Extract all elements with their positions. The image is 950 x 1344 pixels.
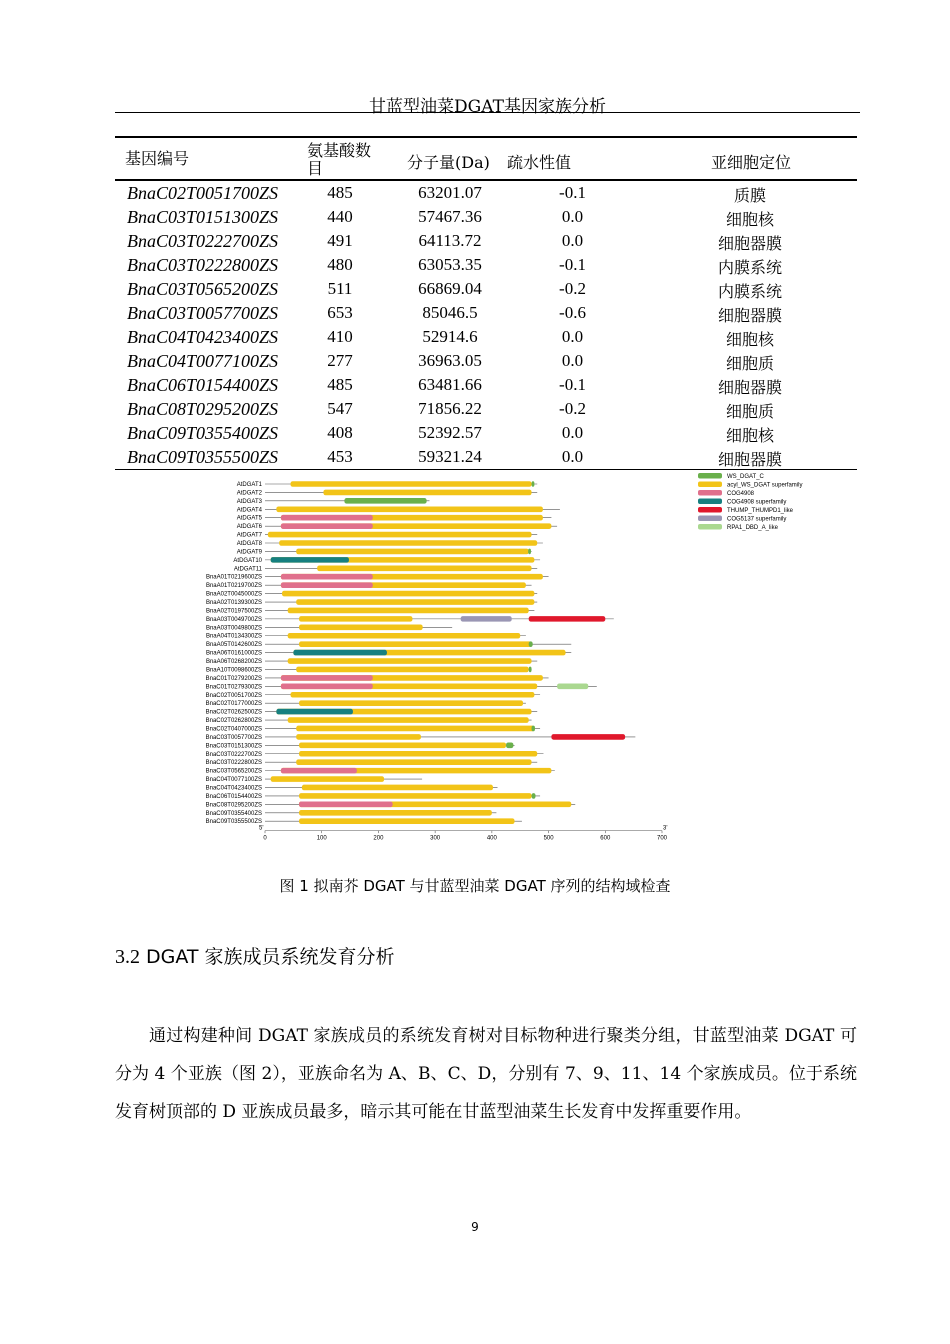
domain-bar [528, 549, 531, 555]
cell-mol-weight: 59321.24 [418, 447, 482, 466]
gene-label: BnaA02T0197500ZS [205, 608, 262, 615]
table-body [115, 181, 857, 469]
gene-label: BnaA06T0268200ZS [205, 659, 262, 666]
cell-aa-count: 440 [327, 207, 353, 226]
domain-bar [282, 591, 534, 597]
cell-localization: 细胞核 [725, 330, 774, 349]
gene-label: BnaC01T0279200ZS [205, 675, 262, 682]
domain-bar [529, 641, 533, 647]
domain-bar [276, 506, 543, 512]
cell-aa-count: 491 [327, 231, 353, 250]
domain-bar [271, 557, 349, 563]
legend-swatch [698, 490, 722, 496]
cell-aa-count: 653 [327, 303, 353, 322]
domain-bar [506, 743, 513, 749]
x-tick-label: 600 [600, 835, 611, 842]
cell-aa-count: 511 [327, 279, 353, 298]
domain-bar [279, 540, 537, 546]
table-row [115, 277, 857, 301]
cell-gene-id: BnaC03T0565200ZS [127, 279, 279, 299]
cell-mol-weight: 64113.72 [418, 231, 482, 250]
domain-bar [288, 658, 532, 664]
col-header-aa-count: 氨基酸数目 [307, 141, 372, 178]
table-row [115, 421, 857, 445]
domain-bar [323, 490, 531, 496]
cell-hydrophobicity: -0.1 [559, 375, 586, 394]
domain-structure-figure [195, 468, 825, 842]
table-row [115, 181, 857, 205]
gene-label: BnaC03T0222800ZS [205, 760, 262, 767]
cell-mol-weight: 57467.36 [418, 207, 482, 226]
legend-label: THUMP_THUMPD1_like [727, 508, 794, 514]
x-tick-label: 200 [373, 835, 384, 842]
domain-bar [281, 515, 373, 521]
gene-label: BnaA02T0139300ZS [205, 600, 262, 607]
cell-localization: 细胞核 [725, 426, 774, 445]
table-row [115, 253, 857, 277]
gene-label: BnaA03T0049800ZS [205, 625, 262, 632]
domain-bar [551, 734, 625, 740]
domain-bar [529, 667, 532, 673]
gene-label: BnaC03T0565200ZS [205, 768, 262, 775]
gene-label: BnaC03T0057700ZS [205, 734, 262, 741]
cell-hydrophobicity: 0.0 [561, 423, 584, 442]
domain-bar [344, 498, 426, 504]
section-title: DGAT 家族成员系统发育分析 [146, 946, 395, 968]
gene-label: BnaA01T0219600ZS [205, 574, 262, 581]
domain-bar [532, 793, 536, 799]
cell-gene-id: BnaC03T0057700ZS [127, 303, 279, 323]
domain-bar [299, 641, 532, 647]
legend-label: COG5137 superfamily [727, 516, 787, 523]
cell-localization: 内膜系统 [717, 282, 782, 301]
x-tick-label: 0 [263, 835, 267, 842]
domain-bar [529, 616, 606, 622]
domain-bar [299, 818, 515, 824]
domain-bar [281, 684, 373, 690]
gene-label: AtDGAT5 [236, 515, 262, 522]
domain-bar [299, 700, 523, 706]
header-rule [115, 112, 860, 113]
legend-label: WS_DGAT_C [727, 474, 764, 480]
domain-bar [299, 751, 537, 757]
table-row [115, 349, 857, 373]
domain-bar [288, 717, 529, 723]
cell-gene-id: BnaC06T0154400ZS [127, 375, 279, 395]
gene-label: BnaC02T0177000ZS [205, 701, 262, 708]
start-label: 5' [259, 825, 264, 832]
cell-mol-weight: 63201.07 [418, 183, 482, 202]
cell-gene-id: BnaC08T0295200ZS [127, 399, 279, 419]
gene-label: AtDGAT6 [236, 524, 262, 531]
table-row [115, 373, 857, 397]
cell-hydrophobicity: -0.1 [559, 255, 586, 274]
cell-localization: 细胞质 [725, 402, 774, 421]
cell-mol-weight: 85046.5 [422, 303, 478, 322]
page-number: 9 [471, 1220, 479, 1234]
domain-bar [281, 768, 357, 774]
col-header-gene-id: 基因编号 [125, 149, 190, 168]
cell-mol-weight: 52914.6 [422, 327, 478, 346]
legend-swatch [698, 507, 722, 513]
cell-localization: 细胞核 [725, 210, 774, 229]
legend-swatch [698, 524, 722, 530]
cell-mol-weight: 71856.22 [418, 399, 482, 418]
cell-localization: 内膜系统 [717, 258, 782, 277]
cell-aa-count: 480 [327, 255, 353, 274]
cell-hydrophobicity: 0.0 [561, 351, 584, 370]
domain-bar [532, 726, 535, 732]
domain-bar [299, 793, 532, 799]
table-header [115, 138, 857, 181]
legend-label: acyl_WS_DGAT superfamily [727, 482, 803, 489]
table-row [115, 397, 857, 421]
domain-bar [296, 726, 534, 732]
gene-label: BnaC09T0355400ZS [205, 810, 262, 817]
cell-aa-count: 408 [327, 423, 353, 442]
gene-label: AtDGAT9 [236, 549, 262, 556]
domain-bar [288, 608, 529, 614]
x-tick-label: 300 [430, 835, 441, 842]
cell-localization: 细胞器膜 [717, 450, 782, 469]
gene-label: BnaC03T0151300ZS [205, 743, 262, 750]
table-row [115, 229, 857, 253]
gene-label: AtDGAT3 [236, 498, 262, 505]
gene-label: BnaC08T0295200ZS [205, 802, 262, 809]
col-header-localization: 亚细胞定位 [711, 153, 792, 172]
legend-swatch [698, 482, 722, 488]
legend-swatch [698, 516, 722, 522]
legend-swatch [698, 499, 722, 505]
cell-gene-id: BnaC09T0355400ZS [127, 423, 279, 443]
gene-label: BnaA06T0161000ZS [205, 650, 262, 657]
gene-label: AtDGAT4 [236, 507, 262, 514]
body-paragraph: 通过构建种间 DGAT 家族成员的系统发育树对目标物种进行聚类分组，甘蓝型油菜 DGAT 可分为 4 个亚族（图 2），亚族命名为 A、B、C、D，分别有 7、9、11、14 个家族成员。位于系统发育树顶部的 D 亚族成员最多，暗示其可能在甘蓝型油菜生长发育中发挥重要作用。 [115, 1026, 857, 1122]
gene-label: BnaC02T0262500ZS [205, 709, 262, 716]
figure-caption: 图 1 拟南芥 DGAT 与甘蓝型油菜 DGAT 序列的结构域检查 [279, 877, 671, 895]
gene-label: BnaA01T0219700ZS [205, 583, 262, 590]
gene-label: AtDGAT7 [236, 532, 262, 539]
end-label: 3' [663, 825, 668, 832]
legend-label: RPA1_DBD_A_like [727, 525, 778, 531]
domain-bar [532, 481, 535, 487]
domain-bar [268, 532, 532, 538]
cell-gene-id: BnaC04T0077100ZS [127, 351, 279, 371]
domain-bar [291, 692, 535, 698]
cell-hydrophobicity: 0.0 [561, 447, 584, 466]
gene-label: BnaC04T0077100ZS [205, 777, 262, 784]
cell-mol-weight: 36963.05 [418, 351, 482, 370]
cell-mol-weight: 66869.04 [418, 279, 482, 298]
domain-bar [302, 785, 493, 791]
domain-bar [293, 650, 387, 656]
domain-bar [317, 566, 531, 572]
cell-localization: 细胞器膜 [717, 306, 782, 325]
gene-label: BnaC01T0279300ZS [205, 684, 262, 691]
cell-gene-id: BnaC03T0222700ZS [127, 231, 279, 251]
table-row [115, 445, 857, 469]
legend-label: COG4908 [727, 491, 755, 497]
legend-swatch [698, 473, 722, 479]
domain-bar [281, 675, 373, 681]
domain-bar [288, 633, 521, 639]
cell-localization: 细胞器膜 [717, 378, 782, 397]
gene-label: AtDGAT8 [236, 541, 262, 548]
cell-hydrophobicity: 0.0 [561, 327, 584, 346]
gene-label: BnaC04T0423400ZS [205, 785, 262, 792]
cell-mol-weight: 52392.57 [418, 423, 482, 442]
cell-aa-count: 277 [327, 351, 353, 370]
x-tick-label: 500 [543, 835, 554, 842]
gene-label: BnaA10T0098600ZS [205, 667, 262, 674]
gene-label: BnaC03T0222700ZS [205, 751, 262, 758]
domain-bar [299, 802, 393, 808]
cell-hydrophobicity: -0.2 [559, 279, 586, 298]
cell-hydrophobicity: -0.1 [559, 183, 586, 202]
domain-bar [299, 810, 492, 816]
cell-aa-count: 485 [327, 183, 353, 202]
cell-gene-id: BnaC09T0355500ZS [127, 447, 279, 467]
domain-bar [281, 523, 373, 529]
x-tick-label: 100 [316, 835, 327, 842]
domain-bar [299, 625, 423, 631]
gene-label: BnaC02T0051700ZS [205, 692, 262, 699]
domain-bar [557, 684, 588, 690]
col-header-mol-weight: 分子量(Da) [407, 153, 490, 172]
domain-bar [299, 616, 412, 622]
domain-bar [291, 481, 532, 487]
cell-mol-weight: 63053.35 [418, 255, 482, 274]
domain-bar [296, 759, 531, 765]
cell-hydrophobicity: -0.6 [559, 303, 586, 322]
gene-label: AtDGAT2 [236, 490, 262, 497]
domain-bar [296, 734, 421, 740]
cell-gene-id: BnaC03T0222800ZS [127, 255, 279, 275]
legend-label: COG4908 superfamily [727, 499, 787, 506]
table-row [115, 205, 857, 229]
gene-label: AtDGAT11 [233, 566, 262, 573]
section-heading [115, 942, 395, 969]
gene-label: BnaC09T0355500ZS [205, 819, 262, 826]
x-tick-label: 400 [486, 835, 497, 842]
gene-label: BnaC06T0154400ZS [205, 793, 262, 800]
domain-bar [299, 743, 506, 749]
cell-localization: 质膜 [733, 186, 766, 205]
gene-label: BnaA05T0142600ZS [205, 642, 262, 649]
col-header-hydrophobicity: 疏水性值 [507, 153, 572, 172]
cell-hydrophobicity: 0.0 [561, 207, 584, 226]
domain-bar [281, 574, 373, 580]
cell-gene-id: BnaC04T0423400ZS [127, 327, 279, 347]
domain-bar [281, 582, 373, 588]
running-header: 甘蓝型油菜DGAT基因家族分析 [369, 97, 606, 117]
table-row [115, 325, 857, 349]
domain-bar [296, 549, 529, 555]
gene-label: AtDGAT1 [236, 482, 262, 488]
domain-bar [276, 709, 353, 715]
cell-aa-count: 547 [327, 399, 353, 418]
domain-bar [461, 616, 512, 622]
cell-aa-count: 453 [327, 447, 353, 466]
gene-label: BnaA02T0045000ZS [205, 591, 262, 598]
gene-label: BnaA03T0049700ZS [205, 616, 262, 623]
domain-bar [271, 776, 384, 782]
cell-hydrophobicity: -0.2 [559, 399, 586, 418]
gene-label: BnaA04T0134300ZS [205, 633, 262, 640]
gene-label: BnaC02T0262800ZS [205, 718, 262, 725]
section-number: 3.2 [115, 946, 140, 968]
cell-localization: 细胞质 [725, 354, 774, 373]
domain-bar [296, 667, 529, 673]
cell-mol-weight: 63481.66 [418, 375, 482, 394]
cell-gene-id: BnaC03T0151300ZS [127, 207, 279, 227]
gene-properties-table [115, 136, 857, 470]
x-tick-label: 700 [656, 835, 668, 842]
gene-label: BnaC02T0407000ZS [205, 726, 262, 733]
domain-bar [296, 599, 534, 605]
cell-aa-count: 410 [327, 327, 353, 346]
gene-label: AtDGAT10 [233, 557, 262, 564]
table-row [115, 301, 857, 325]
cell-hydrophobicity: 0.0 [561, 231, 584, 250]
cell-aa-count: 485 [327, 375, 353, 394]
cell-gene-id: BnaC02T0051700ZS [127, 183, 279, 203]
cell-localization: 细胞器膜 [717, 234, 782, 253]
